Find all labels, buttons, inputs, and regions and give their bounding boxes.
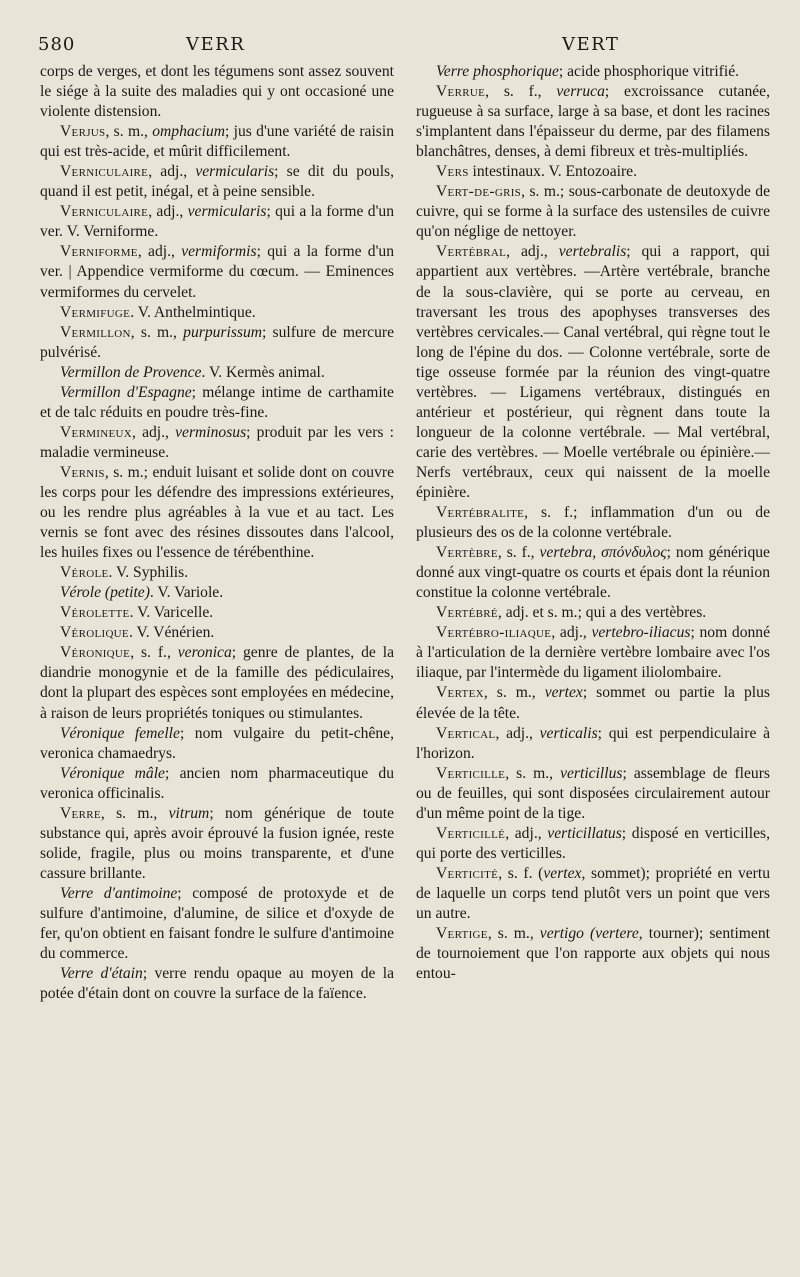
dictionary-entry xyxy=(40,643,394,723)
entry-latin-term: verticalis xyxy=(539,724,598,742)
entry-headword: Vérolique xyxy=(60,624,129,642)
entry-latin-term: vertebralis xyxy=(558,243,627,261)
entry-text: , sommet); propriété en vertu de laquelle un corps tend plutôt vers un point que vers un autre. xyxy=(416,864,770,922)
entry-latin-term: verminosus xyxy=(175,423,247,441)
dictionary-entry xyxy=(40,764,394,804)
entry-headword: Vertébral xyxy=(436,243,507,261)
entry-italic-headword: Verre d'étain xyxy=(60,965,143,983)
page-header xyxy=(0,34,800,60)
entry-text: ; composé de protoxyde et de sulfure d'antimoine, d'alumine, de silice et d'oxyde de fer, qu'on obtient en faisant fondre le sulfure d'antimoine du commerce. xyxy=(40,884,394,963)
entry-text: ; produit par les vers : maladie vermineuse. xyxy=(40,423,394,461)
entry-latin-term: purpurissum xyxy=(183,323,263,341)
entry-headword: Verniforme xyxy=(60,243,138,261)
entry-text: , adj., xyxy=(137,243,182,261)
entry-italic-headword: Vermillon d'Espagne xyxy=(60,383,192,401)
entry-headword: Vert-de-gris xyxy=(436,183,522,201)
dictionary-entry xyxy=(416,724,770,764)
entry-italic-headword: Verre d'antimoine xyxy=(60,884,178,902)
entry-text: , s. m.; enduit luisant et solide dont on couvre les corps pour les défendre des impressions extérieures, ou les rendre plus agréables à la vue et au tact. Les vernis se font avec des résines dissoutes dans l'alcool, les huiles fixes ou l'essence de térébenthine. xyxy=(40,463,394,562)
entry-headword: Verniculaire xyxy=(60,203,149,221)
entry-text: ; nom donné à l'articulation de la dernière vertèbre lombaire avec l'os iliaque, par l'intermède du ligament iliolombaire. xyxy=(416,624,770,682)
entry-headword: Vertébralite xyxy=(436,504,525,522)
entry-headword: Vermineux xyxy=(60,423,133,441)
entry-text: , s. m., xyxy=(505,764,561,782)
dictionary-entry xyxy=(416,764,770,824)
entry-text: , adj., xyxy=(132,423,176,441)
entry-text: ; nom générique donné aux vingt-quatre os courts et épais dont la réunion constitue la colonne vertébrale. xyxy=(416,544,770,602)
dictionary-entry xyxy=(416,543,770,603)
entry-text: , tourner); sentiment de tournoiement que l'on rapporte aux objets qui nous entou- xyxy=(416,925,770,983)
entry-latin-term: veronica xyxy=(177,644,232,662)
entry-headword: Vers xyxy=(436,163,469,181)
entry-text: ; qui est perpendiculaire à l'horizon. xyxy=(416,724,770,762)
dictionary-entry xyxy=(416,162,770,182)
entry-headword: Vérole xyxy=(60,564,109,582)
dictionary-entry xyxy=(40,804,394,884)
dictionary-entry xyxy=(40,964,394,1004)
entry-italic-headword: Vérole (petite) xyxy=(60,584,150,602)
entry-text: . V. Anthelmintique. xyxy=(130,303,256,321)
entry-text: , s. m., xyxy=(130,323,184,341)
entry-text: corps de verges, et dont les tégumens sont assez souvent le siége à la suite des maladies qui y ont occasioné une violente distension. xyxy=(40,63,394,121)
entry-text: , s. m., xyxy=(483,684,545,702)
entry-text: ; sulfure de mercure pulvérisé. xyxy=(40,323,394,361)
entry-text: , s. f., xyxy=(485,83,557,101)
entry-text: ; sommet ou partie la plus élevée de la tête. xyxy=(416,684,770,722)
dictionary-entry xyxy=(40,122,394,162)
entry-text: ; genre de plantes, de la diandrie monogynie et de la famille des pédiculaires, dont la plupart des espèces sont employées en médecine, à raison de leurs propriétés toniques ou stimulantes. xyxy=(40,644,394,722)
entry-text: ; excroissance cutanée, rugueuse à sa surface, large à sa base, et dont les racines s'implantent dans l'épaisseur du derme, par des filamens blanchâtres, denses, à demi fibreux et très-multipliés. xyxy=(416,83,770,161)
entry-text: ; nom vulgaire du petit-chêne, veronica chamaedrys. xyxy=(40,724,394,762)
entry-latin-term: verticillus xyxy=(560,764,623,782)
entry-text: . V. Syphilis. xyxy=(108,564,189,582)
entry-text: , adj., xyxy=(148,203,188,221)
right-running-head: VERT xyxy=(562,34,620,55)
entry-text: , adj., xyxy=(495,724,540,742)
dictionary-entry xyxy=(416,182,770,242)
entry-latin-term: vermiformis xyxy=(181,243,257,261)
entry-latin-term: verticillatus xyxy=(547,824,622,842)
dictionary-entry xyxy=(40,724,394,764)
entry-headword: Vérolette xyxy=(60,604,130,622)
entry-text: , adj., xyxy=(148,163,196,181)
dictionary-entry xyxy=(40,202,394,242)
dictionary-entry xyxy=(40,583,394,603)
entry-text: . V. Kermès animal. xyxy=(201,363,325,381)
dictionary-entry xyxy=(416,503,770,543)
dictionary-entry xyxy=(40,423,394,463)
right-column xyxy=(416,62,770,1262)
entry-text: ; verre rendu opaque au moyen de la potée d'étain dont on couvre la surface de la faïence. xyxy=(40,965,394,1003)
entry-headword: Verrue xyxy=(436,83,486,101)
entry-text: , s. f. ( xyxy=(498,864,544,882)
entry-headword: Vermifuge xyxy=(60,303,131,321)
entry-text: , s. f., xyxy=(497,544,540,562)
dictionary-entry xyxy=(40,303,394,323)
entry-text: ; mélange intime de carthamite et de talc réduits en poudre très-fine. xyxy=(40,383,394,421)
entry-headword: Vertébro-iliaque xyxy=(436,624,552,642)
page-number: 580 xyxy=(38,34,76,55)
left-running-head: VERR xyxy=(186,34,246,55)
dictionary-entry xyxy=(40,383,394,423)
entry-text: . V. Vénérien. xyxy=(128,624,215,642)
entry-latin-term: vertex xyxy=(544,684,583,702)
entry-text: ; se dit du pouls, quand il est petit, inégal, et à peine sensible. xyxy=(40,163,394,201)
entry-text: ; jus d'une variété de raisin qui est très-acide, et mûrit difficilement. xyxy=(40,123,394,161)
dictionary-entry xyxy=(40,323,394,363)
left-column xyxy=(40,62,394,1262)
entry-headword: Verre xyxy=(60,804,101,822)
entry-text: ; qui a la forme d'un ver. V. Verniforme. xyxy=(40,203,394,241)
entry-latin-term: vermicularis xyxy=(187,203,267,221)
entry-text: , s. m., xyxy=(487,925,540,943)
entry-italic-headword: Véronique femelle xyxy=(60,724,180,742)
entry-headword: Verticille xyxy=(436,764,506,782)
entry-headword: Vernis xyxy=(60,463,105,481)
entry-headword: Verticité xyxy=(436,864,499,882)
entry-headword: Verjus xyxy=(60,123,106,141)
entry-text: , s. m.; sous-carbonate de deutoxyde de cuivre, qui se forme à la surface des ustensiles de cuivre qu'on néglige de nettoyer. xyxy=(416,183,770,241)
entry-latin-term: vertebro-iliacus xyxy=(591,624,691,642)
entry-text: , s. f., xyxy=(130,644,178,662)
entry-latin-term: vertebra, σπόνδυλος xyxy=(539,544,667,562)
dictionary-entry xyxy=(416,683,770,723)
dictionary-entry xyxy=(416,242,770,503)
entry-text: , adj., xyxy=(551,624,592,642)
entry-latin-term: vermicularis xyxy=(195,163,275,181)
entry-text: . V. Varicelle. xyxy=(129,604,214,622)
entry-latin-term: vertex xyxy=(543,864,582,882)
dictionary-entry xyxy=(40,463,394,563)
entry-headword: Vermillon xyxy=(60,323,131,341)
entry-text: ; nom générique de toute substance qui, après avoir éprouvé la fusion ignée, reste solide, fragile, plus ou moins transparente, et d'une cassure brillante. xyxy=(40,804,394,882)
entry-headword: Vertébré xyxy=(436,604,498,622)
entry-italic-headword: Véronique mâle xyxy=(60,764,165,782)
entry-headword: Vertige xyxy=(436,925,488,943)
entry-text: ; assemblage de fleurs ou de feuilles, qui sont disposées circulairement autour d'un même point de la tige. xyxy=(416,764,770,822)
entry-text: ; ancien nom pharmaceutique du veronica officinalis. xyxy=(40,764,394,802)
dictionary-entry xyxy=(40,603,394,623)
dictionary-entry xyxy=(416,62,770,82)
entry-headword: Vertex xyxy=(436,684,484,702)
entry-text: ; acide phosphorique vitrifié. xyxy=(558,63,740,80)
entry-text: , s. f.; inflammation d'un ou de plusieurs des os de la colonne vertébrale. xyxy=(416,504,770,542)
entry-italic-headword: Vermillon de Provence xyxy=(60,363,202,381)
entry-headword: Vertical xyxy=(436,724,496,742)
entry-headword: Véronique xyxy=(60,644,131,662)
entry-latin-term: vertigo (vertere xyxy=(539,925,639,943)
dictionary-entry xyxy=(40,162,394,202)
dictionary-entry xyxy=(416,824,770,864)
entry-headword: Verticillé xyxy=(436,824,506,842)
entry-text: ; qui a la forme d'un ver. | Appendice vermiforme du cœcum. — Eminences vermiformes du cervelet. xyxy=(40,243,394,301)
entry-latin-term: omphacium xyxy=(152,123,225,141)
dictionary-entry xyxy=(40,242,394,302)
entry-text: , adj., xyxy=(505,824,548,842)
entry-text: ; disposé en verticilles, qui porte des verticilles. xyxy=(416,824,770,862)
entry-italic-headword: Verre phosphorique xyxy=(436,63,559,80)
dictionary-entry xyxy=(40,563,394,583)
entry-headword: Vertèbre xyxy=(436,544,498,562)
entry-text: , s. m., xyxy=(100,804,169,822)
dictionary-entry xyxy=(416,864,770,924)
dictionary-entry xyxy=(40,363,394,383)
entry-text: , adj. et s. m.; qui a des vertèbres. xyxy=(497,604,707,622)
entry-latin-term: vitrum xyxy=(168,804,210,822)
entry-text: , s. m., xyxy=(105,123,153,141)
dictionary-entry xyxy=(40,884,394,964)
dictionary-entry xyxy=(416,82,770,162)
dictionary-entry xyxy=(416,623,770,683)
entry-text: ; qui a rapport, qui appartient aux vertèbres. —Artère vertébrale, branche de la sous-clavière, qui se porte au cerveau, en traversant les trous des apophyses transverses des vertèbres cervicales.— Canal vertébral, qui règne tout le long de l'épine du dos. — Colonne vertébrale, sorte de tige osseuse formée par la réunion des vingt-quatre vertèbres. — Ligamens vertébraux, distingués en antérieur et postérieur, qui règnent dans toute la longueur de la colonne vertébrale. — Mal vertébral, carie des vertèbres. — Moelle vertébrale ou épinière.—Nerfs vertébraux, ceux qui naissent de la moelle épinière. xyxy=(416,243,770,501)
entry-text: , adj., xyxy=(506,243,559,261)
dictionary-entry xyxy=(416,603,770,623)
dictionary-entry xyxy=(416,924,770,984)
entry-latin-term: verruca xyxy=(556,83,605,101)
entry-text: intestinaux. V. Entozoaire. xyxy=(468,163,637,181)
dictionary-entry xyxy=(40,623,394,643)
dictionary-entry xyxy=(40,62,394,122)
entry-text: . V. Variole. xyxy=(149,584,224,602)
entry-headword: Verniculaire xyxy=(60,163,149,181)
